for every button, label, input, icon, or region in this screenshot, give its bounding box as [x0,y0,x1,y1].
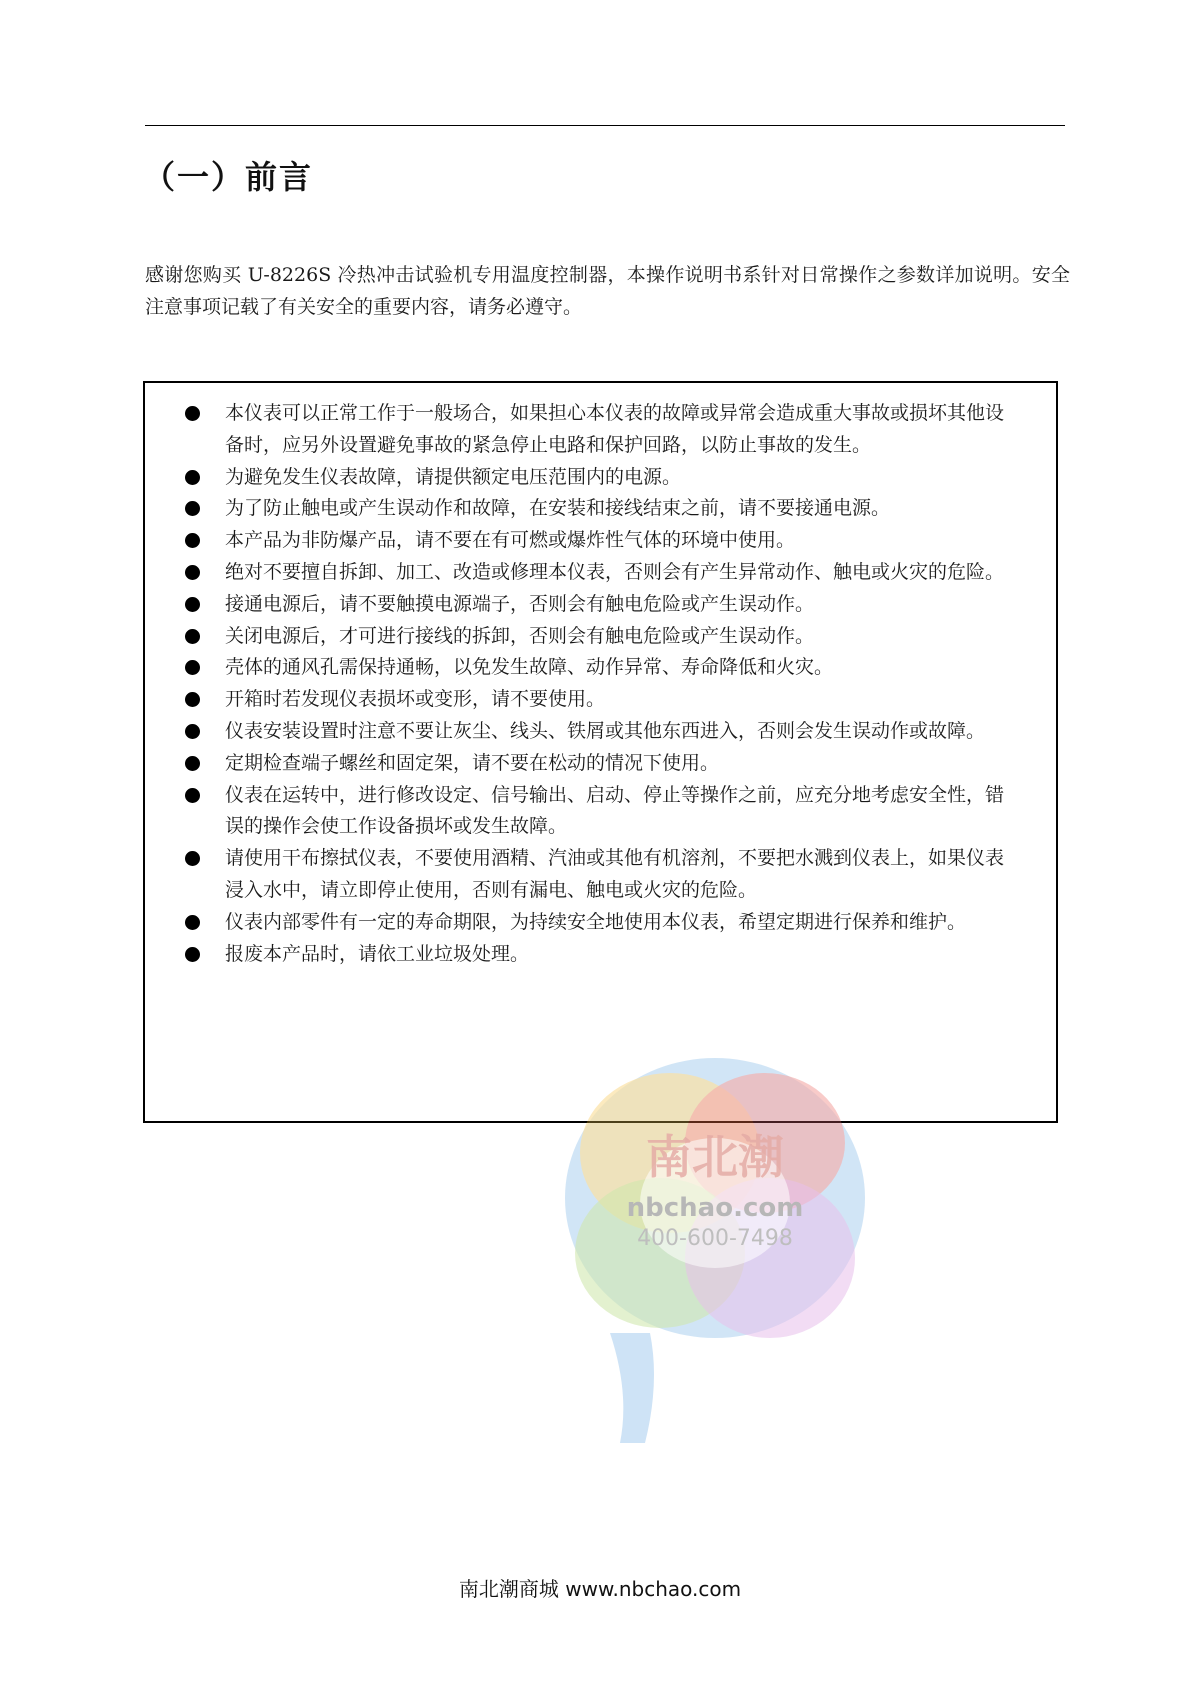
watermark-phone: 400-600-7498 [637,1226,793,1251]
bullet-icon [185,947,200,962]
notice-text: 定期检查端子螺丝和固定架，请不要在松动的情况下使用。 [225,751,720,774]
notice-item [185,493,1005,525]
notice-text: 关闭电源后，才可进行接线的拆卸，否则会有触电危险或产生误动作。 [225,624,815,647]
notice-item [185,398,1005,462]
notice-text: 请使用干布擦拭仪表，不要使用酒精、汽油或其他有机溶剂，不要把水溅到仪表上，如果仪表浸入水中，请立即停止使用，否则有漏电、触电或火灾的危险。 [225,847,1005,901]
footer-site-link[interactable]: 南北潮商城 www.nbchao.com [458,1577,742,1601]
notice-text: 仪表在运转中，进行修改设定、信号输出、启动、停止等操作之前，应充分地考虑安全性，错误的操作会使工作设备损坏或发生故障。 [225,783,1005,838]
watermark-splash [565,1058,865,1443]
notice-text: 开箱时若发现仪表损坏或变形，请不要使用。 [225,688,606,711]
notice-item [185,716,1005,748]
watermark-site: nbchao.com [626,1193,804,1223]
notice-item [185,652,1005,684]
safety-notice-box [143,381,1058,1251]
notice-item [185,907,1005,939]
bullet-icon [185,533,200,548]
page-title: （一）前言 [143,158,314,196]
bullet-icon [185,692,200,707]
bullet-icon [185,660,200,675]
intro-paragraph: 感谢您购买 U-8226S 冷热冲击试验机专用温度控制器，本操作说明书系针对日常操作之参数详加说明。安全注意事项记载了有关安全的重要内容，请务必遵守。 [145,264,1070,318]
notice-text: 壳体的通风孔需保持通畅，以免发生故障、动作异常、寿命降低和火灾。 [225,656,834,679]
notice-text: 为了防止触电或产生误动作和故障，在安装和接线结束之前，请不要接通电源。 [225,497,891,520]
safety-notice-list [185,398,1005,970]
bullet-icon [185,756,200,771]
bullet-icon [185,915,200,930]
notice-item [185,557,1005,589]
notice-item [185,939,1005,971]
notice-item [185,589,1005,621]
notice-text: 仪表内部零件有一定的寿命期限，为持续安全地使用本仪表，希望定期进行保养和维护。 [225,910,967,933]
notice-text: 报废本产品时，请依工业垃圾处理。 [225,942,530,965]
bullet-icon [185,565,200,580]
notice-item [185,780,1005,844]
notice-item [185,684,1005,716]
notice-item [185,843,1005,907]
bullet-icon [185,406,200,421]
notice-item [185,621,1005,653]
notice-item [185,748,1005,780]
bullet-icon [185,629,200,644]
notice-text: 本仪表可以正常工作于一般场合，如果担心本仪表的故障或异常会造成重大事故或损坏其他设备时，应另外设置避免事故的紧急停止电路和保护回路，以防止事故的发生。 [225,402,1005,456]
notice-item [185,462,1005,494]
bullet-icon [185,597,200,612]
notice-text: 接通电源后，请不要触摸电源端子，否则会有触电危险或产生误动作。 [225,592,815,615]
bullet-icon [185,788,200,803]
notice-text: 仪表安装设置时注意不要让灰尘、线头、铁屑或其他东西进入，否则会发生误动作或故障。 [225,719,986,742]
notice-text: 绝对不要擅自拆卸、加工、改造或修理本仪表，否则会有产生异常动作、触电或火灾的危险。 [225,560,1005,583]
notice-item [185,525,1005,557]
bullet-icon [185,724,200,739]
bullet-icon [185,501,200,516]
watermark-logo [550,1033,880,1453]
header-rule [145,125,1065,126]
notice-text: 为避免发生仪表故障，请提供额定电压范围内的电源。 [225,465,682,488]
bullet-icon [185,470,200,485]
notice-text: 本产品为非防爆产品，请不要在有可燃或爆炸性气体的环境中使用。 [225,529,796,552]
watermark-brand: 南北潮 [646,1130,784,1184]
bullet-icon [185,851,200,866]
